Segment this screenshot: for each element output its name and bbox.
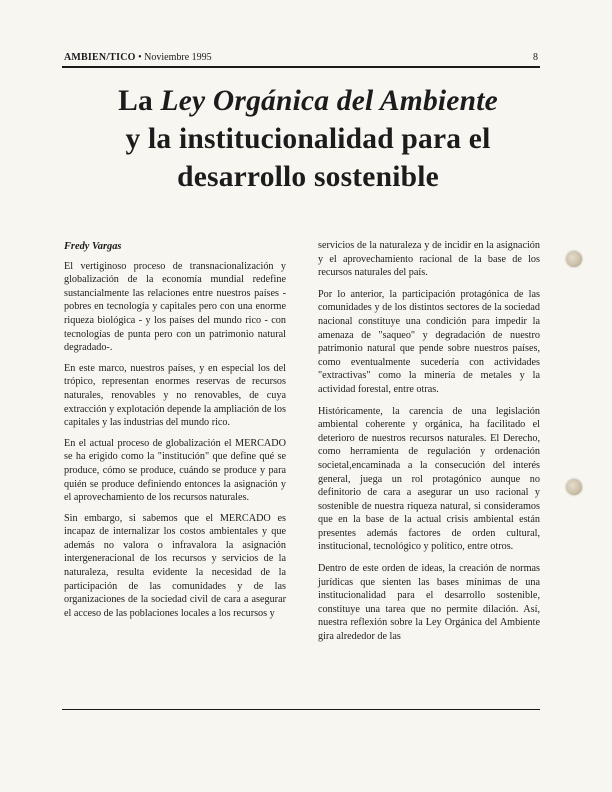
- title-line-3: desarrollo sostenible: [177, 161, 439, 193]
- binder-hole-top: [566, 251, 582, 267]
- issue-date: • Noviembre 1995: [138, 52, 212, 63]
- title-line-1: [48, 82, 568, 120]
- binder-hole-bottom: [566, 479, 582, 495]
- title-prefix: La: [118, 85, 161, 117]
- header-rule: [62, 66, 540, 68]
- right-column: [318, 239, 540, 652]
- footer-rule: [62, 709, 540, 710]
- header-publication-info: [64, 52, 212, 63]
- paragraph: En este marco, nuestros países, y en especial los del trópico, representan enormes reservas de recursos naturales, renovables y no renovables, de cuya extracción y explotación depende la ampliación de los capitales y las industrias del mundo rico.: [64, 362, 286, 429]
- title-line-2: y la institucionalidad para el: [125, 123, 491, 155]
- author-byline: Fredy Vargas: [64, 241, 122, 252]
- publication-name: AMBIEN/TICO: [64, 52, 136, 63]
- paragraph: El vertiginoso proceso de transnacionalización y globalización de la economía mundial redefine sustancialmente las relaciones entre nuestros países - pobres en tecnología y capitales pero con una enorme riqueza biológica - y los países del mundo rico - con tecnologías de punta pero con un patrimonio natural degradado-.: [64, 260, 286, 354]
- left-column: [64, 240, 286, 627]
- paragraph: Sin embargo, si sabemos que el MERCADO es incapaz de internalizar los costos ambientales y que además no valora o infravalora la asignación intergeneracional de los recursos y servicios de la naturaleza, resulta evidente la necesidad de la participación de las comunidades y de las organizaciones de la sociedad civil de cara a asegurar el acceso de las poblaciones locales a los recursos y: [64, 512, 286, 619]
- paragraph: Históricamente, la carencia de una legislación ambiental coherente y orgánica, ha facilitado el deterioro de nuestros recursos naturales. El Derecho, como herramienta de regulación y ordenación societal,encaminada a la consecución del interés general, juega un rol protagónico aunque no definitorio de cara a asegurar un uso racional y sostenible de nuestra riqueza natural, si consideramos que en la base de la actual crisis ambiental están presentes además factores de orden cultural, institucional, tecnológico y político, entre otros.: [318, 405, 540, 553]
- paragraph: servicios de la naturaleza y de incidir en la asignación y el aprovechamiento racional de la base de los recursos naturales del país.: [318, 240, 540, 279]
- title-italic-law-name: Ley Orgánica del Ambiente: [160, 85, 498, 117]
- paragraph: Dentro de este orden de ideas, la creación de normas jurídicas que sienten las bases mínimas de una institucionalidad para el desarrollo sostenible, constituye una tarea que no permite dilación. Así, nuestra reflexión sobre la Ley Orgánica del Ambiente gira alrededor de las: [318, 563, 540, 643]
- page-number: 8: [533, 52, 538, 63]
- paragraph: En el actual proceso de globalización el MERCADO se ha erigido como la "institución" que define qué se produce, cómo se produce, cuándo se produce y para quién se produce definiendo entonces la asignación y el aprovechamiento de los recursos naturales.: [64, 437, 286, 504]
- running-header: [64, 52, 538, 66]
- paragraph: Por lo anterior, la participación protagónica de las comunidades y de los distintos sectores de la sociedad nacional constituye una condición para impedir la amenaza de "saqueo" y degradación de nuestro patrimonio natural que pende sobre nuestros países, como eventualmente sucedería con actividades "extractivas" como la minería de metales y la actividad forestal, entre otras.: [318, 288, 540, 395]
- article-title: [48, 82, 568, 196]
